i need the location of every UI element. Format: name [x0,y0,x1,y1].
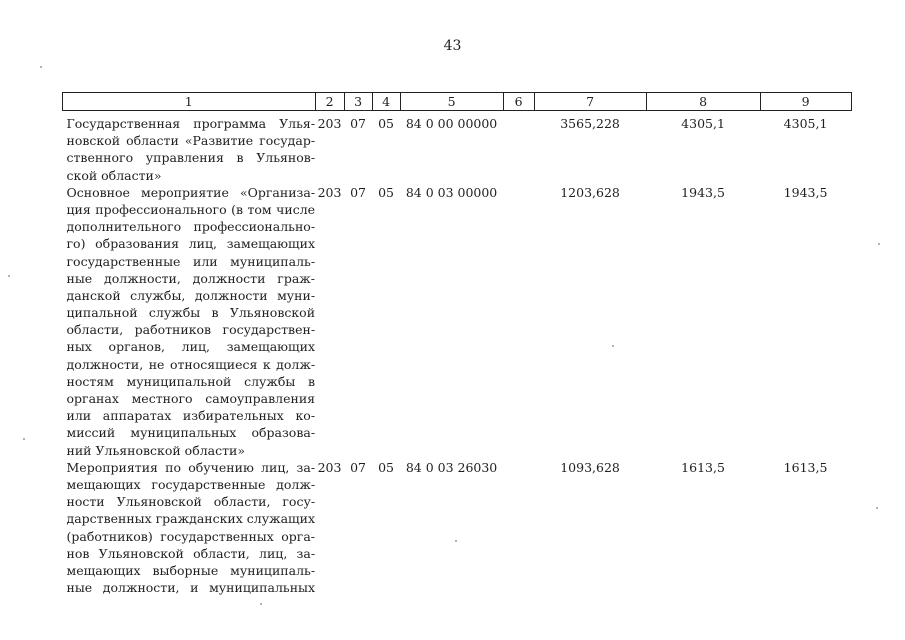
scan-speck [23,438,25,440]
description-line: ний Ульяновской области» [66,442,246,458]
cell-col-4: 05 [378,459,394,475]
scan-speck [455,540,457,542]
header-col-8: 8 [646,93,760,111]
cell-col-7: 3565,228 [560,116,620,131]
description-line: ской области» [66,167,162,183]
description-line: или аппаратах избирательных ко- [66,408,316,424]
description-line: органах местного самоуправления [66,391,316,406]
description-line: (работников) государственных орга- [66,528,316,544]
header-col-5: 5 [400,93,503,111]
cell-col-6 [503,459,534,597]
cell-col-6 [503,115,534,184]
header-col-7: 7 [534,93,646,111]
page-number: 43 [443,38,462,54]
description-line: дарственных гражданских служащих [66,511,316,527]
cell-col-3: 07 [350,184,366,200]
budget-table [62,92,852,596]
cell-col-2: 203 [317,459,342,475]
row-description [63,459,316,597]
description-line: ственного управления в Ульянов- [66,150,316,166]
description-line: дополнительного профессионально- [66,219,316,235]
scan-speck [878,243,880,245]
cell-col-5: 84 0 00 00000 [405,116,498,131]
description-line: ципальной службы в Ульяновской [66,305,316,321]
description-line: ных органов, лиц, замещающих [66,339,316,355]
description-line: ностям муниципальной службы в [66,373,316,389]
description-line: данской службы, должности муни- [66,287,316,303]
description-line: ные должности, должности граж- [66,270,316,286]
description-line: ности Ульяновской области, госу- [66,494,316,510]
description-line: государственные или муниципаль- [66,253,316,269]
cell-col-8: 1943,5 [681,184,725,200]
scan-speck [612,345,614,347]
description-line: мещающих выборные муниципаль- [66,562,316,578]
description-line: должности, не относящиеся к долж- [66,356,316,372]
description-line: ция профессионального (в том числе [66,201,316,217]
description-line: Мероприятия по обучению лиц, за- [66,459,316,475]
cell-col-7: 1093,628 [560,459,620,475]
cell-col-2: 203 [317,116,342,131]
description-line: новской области «Развитие государ- [66,133,316,149]
description-line: го) образования лиц, замещающих [66,236,316,252]
cell-col-4: 05 [378,116,394,131]
row-description [63,184,316,459]
scan-speck [8,275,10,277]
header-col-9: 9 [760,93,851,111]
cell-col-9: 4305,1 [783,116,828,131]
table-row [63,115,852,184]
description-line: Основное мероприятие «Организа- [66,184,316,200]
description-line: области, работников государствен- [66,322,316,338]
cell-col-2: 203 [317,184,342,200]
cell-col-8: 4305,1 [681,116,725,131]
row-description [63,115,316,184]
header-col-6: 6 [503,93,534,111]
scan-speck [876,507,878,509]
cell-col-4: 05 [378,184,394,200]
scan-speck [40,66,42,68]
header-col-4: 4 [372,93,400,111]
cell-col-5: 84 0 03 00000 [405,184,498,200]
description-line: нов Ульяновской области, лиц, за- [66,545,316,561]
cell-col-5: 84 0 03 26030 [405,459,498,475]
description-line: Государственная программа Улья- [66,116,316,131]
cell-col-8: 1613,5 [681,459,725,475]
cell-col-9: 1613,5 [783,459,828,475]
cell-col-3: 07 [350,116,366,131]
description-line: миссий муниципальных образова- [66,425,316,441]
table-row [63,184,852,459]
scan-speck [260,603,262,605]
cell-col-3: 07 [350,459,366,475]
description-line: ные должности, и муниципальных [66,580,316,596]
description-line: мещающих государственные долж- [66,476,316,492]
cell-col-9: 1943,5 [783,184,828,200]
cell-col-7: 1203,628 [560,184,620,200]
header-col-2: 2 [315,93,344,111]
table-row [63,459,852,597]
header-row [63,93,852,111]
cell-col-6 [503,184,534,459]
header-col-1: 1 [63,93,316,111]
header-col-3: 3 [344,93,372,111]
